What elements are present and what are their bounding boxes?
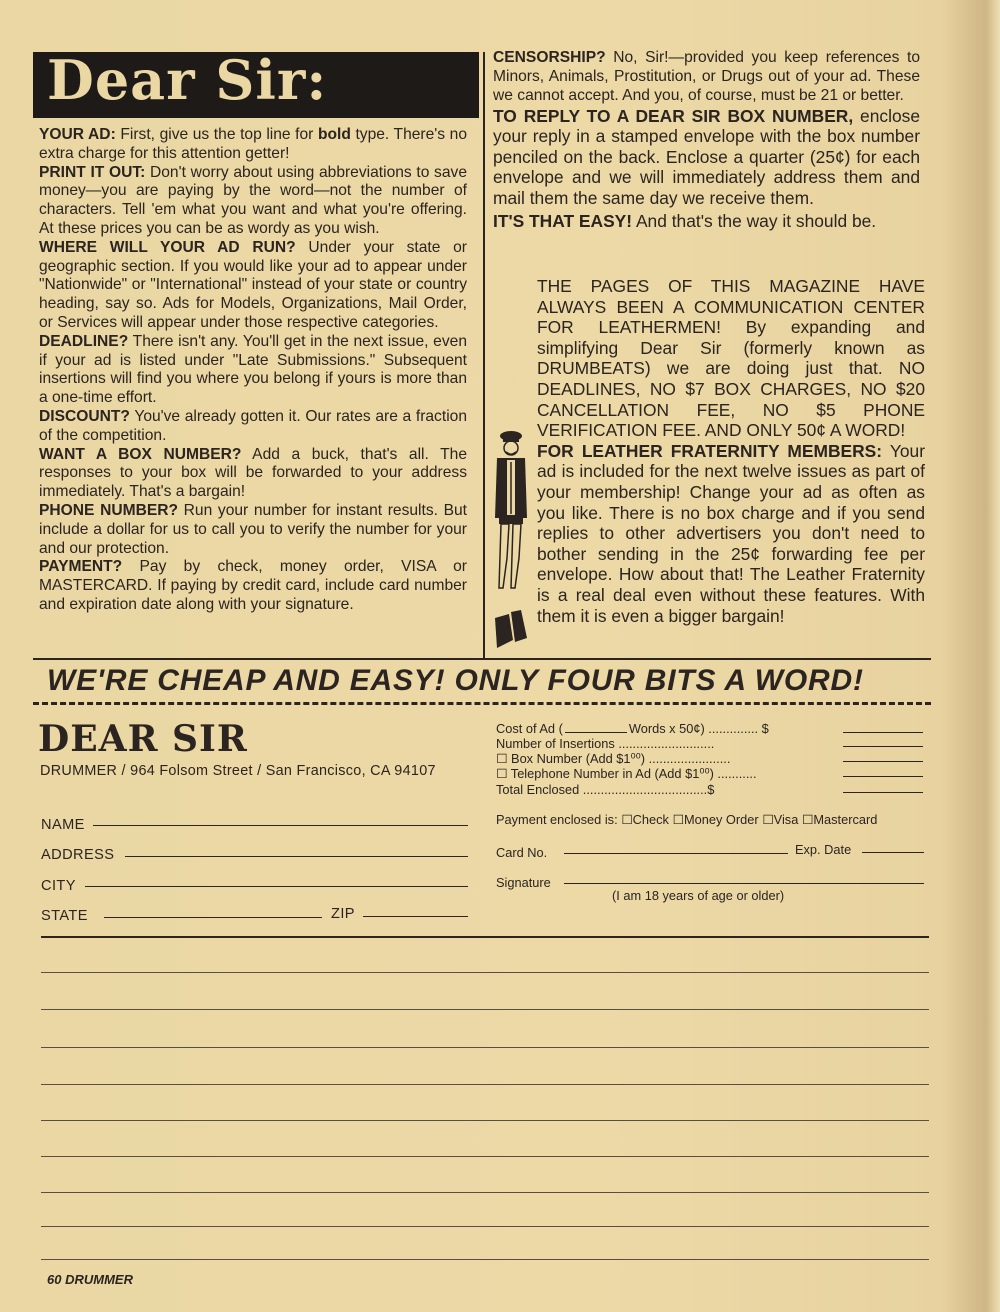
para-fraternity-members: FOR LEATHER FRATERNITY MEMBERS: Your ad is included for the next twelve issues as part of your membership! Change your ad as often as you like. There is no box charge and if you send replies to other advertisers you don't need to bother sending in the 25¢ forwarding fee per envelope. How about that! The Leather Fraternity is a real deal even without these features. With them it is even a bigger bargain! <box>537 440 926 626</box>
para-your-ad: YOUR AD: First, give us the top line for bold type. There's no extra charge for this attention getter! <box>39 126 467 162</box>
mailing-address: DRUMMER / 964 Folsom Street / San Francisco, CA 94107 <box>40 763 436 779</box>
cost-row: Total Enclosed ...................................$ <box>496 782 715 797</box>
right-column <box>493 48 920 231</box>
ad-text-line[interactable] <box>41 1047 929 1048</box>
card-label: Card No. <box>496 845 548 860</box>
words-field[interactable] <box>565 732 627 733</box>
ad-text-line[interactable] <box>41 972 929 973</box>
page-footer: 60 DRUMMER <box>47 1272 133 1287</box>
para-head: DEADLINE? <box>39 332 129 350</box>
ad-text-line[interactable] <box>41 1084 929 1085</box>
para-head: FOR LEATHER FRATERNITY MEMBERS: <box>537 440 883 461</box>
para-reply-box: TO REPLY TO A DEAR SIR BOX NUMBER, enclose your reply in a stamped envelope with the box number penciled on the back. Enclose a quarter (25¢) for each envelope and we will immediately address them and mail them the same day we receive them. <box>493 105 920 208</box>
para-head: IT'S THAT EASY! <box>493 210 633 231</box>
para-payment: PAYMENT? Pay by check, money order, VISA or MASTERCARD. If paying by credit card, include card number and expiration date along with your signature. <box>39 558 467 613</box>
para-head: WHERE WILL YOUR AD RUN? <box>39 238 296 256</box>
card-number-field[interactable] <box>564 853 788 854</box>
para-head: PRINT IT OUT: <box>39 163 146 181</box>
leather-fraternity-section <box>537 276 925 626</box>
state-label: STATE <box>41 908 88 924</box>
ad-text-line[interactable] <box>41 1226 929 1227</box>
state-field[interactable] <box>104 917 322 918</box>
insertions-field[interactable] <box>843 746 923 747</box>
para-print-it-out: PRINT IT OUT: Don't worry about using abbreviations to save money—you are paying by the word—not the number of characters. Tell 'em what you want and what you're offering. At these prices you can be as wordy as you wish. <box>39 163 467 237</box>
para-that-easy: IT'S THAT EASY! And that's the way it should be. <box>493 210 877 231</box>
para-deadline: DEADLINE? There isn't any. You'll get in the next issue, even if your ad is listed under "Late Submissions." Subsequent insertions will find you where you belong if yours is more than a one-time effort. <box>39 332 467 407</box>
column-divider <box>483 52 485 660</box>
para-head: YOUR AD: <box>39 126 116 143</box>
phone-field[interactable] <box>843 776 923 777</box>
para-where-will-your-ad-run: WHERE WILL YOUR AD RUN? Under your state or geographic section. If you would like your ad to appear under "Nationwide" or "International" instead of your state or country heading, say so. Ads for Models, Organizations, Mail Order, or Services will appear under those respective categories. <box>39 238 467 331</box>
payment-options[interactable]: Payment enclosed is: ☐Check ☐Money Order ☐Visa ☐Mastercard <box>496 812 878 827</box>
para-box-number: WANT A BOX NUMBER? Add a buck, that's all. The responses to your box will be forwarded to your address immediately. That's a bargain! <box>39 445 467 501</box>
exp-label: Exp. Date <box>795 842 852 857</box>
ad-text-line[interactable] <box>41 1259 929 1260</box>
box-number-field[interactable] <box>843 761 923 762</box>
zip-field[interactable] <box>363 916 468 917</box>
left-column <box>39 126 467 615</box>
leatherman-illustration <box>493 428 535 650</box>
dear-sir-banner <box>33 48 479 118</box>
city-label: CITY <box>41 878 76 894</box>
name-field[interactable] <box>93 825 468 826</box>
para-head: PHONE NUMBER? <box>39 501 179 519</box>
age-note: (I am 18 years of age or older) <box>612 888 785 903</box>
slogan: WE'RE CHEAP AND EASY! ONLY FOUR BITS A WORD! <box>47 664 864 697</box>
name-label: NAME <box>41 817 85 833</box>
address-label: ADDRESS <box>41 847 115 863</box>
para-head: WANT A BOX NUMBER? <box>39 445 242 463</box>
para-censorship: CENSORSHIP? No, Sir!—provided you keep references to Minors, Animals, Prostitution, or Drugs out of your ad. These we cannot accept. And you, of course, must be 21 or better. <box>493 49 920 105</box>
city-field[interactable] <box>85 886 468 887</box>
para-head: TO REPLY TO A DEAR SIR BOX NUMBER, <box>493 105 854 126</box>
address-field[interactable] <box>125 856 468 857</box>
zip-label: ZIP <box>331 906 355 922</box>
cost-row: Number of Insertions ........................... <box>496 736 715 751</box>
signature-field[interactable] <box>564 883 924 884</box>
para-head: PAYMENT? <box>39 558 123 576</box>
ad-text-line[interactable] <box>41 1156 929 1157</box>
cost-row[interactable]: ☐ Box Number (Add $1⁰⁰) ....................... <box>496 751 731 766</box>
para-discount: DISCOUNT? You've already gotten it. Our rates are a fraction of the competition. <box>39 407 467 444</box>
para-head: CENSORSHIP? <box>493 49 606 66</box>
ad-text-line[interactable] <box>41 1009 929 1010</box>
para-head: DISCOUNT? <box>39 407 130 425</box>
page-gutter <box>986 0 1000 1312</box>
cut-line <box>33 702 931 705</box>
section-rule <box>33 658 931 660</box>
ad-area-top-rule <box>41 936 929 938</box>
cost-row: Cost of Ad ( Words x 50¢) .............. $ <box>496 721 769 736</box>
total-field[interactable] <box>843 792 923 793</box>
cost-row[interactable]: ☐ Telephone Number in Ad (Add $1⁰⁰) ........... <box>496 766 757 781</box>
signature-label: Signature <box>496 875 551 890</box>
para-phone-number: PHONE NUMBER? Run your number for instant results. But include a dollar for us to call you to verify the number for your and our protection. <box>39 501 468 557</box>
cost-field[interactable] <box>843 732 923 733</box>
form-title: DEAR SIR <box>38 718 248 760</box>
banner-title: Dear Sir: <box>47 48 328 112</box>
ad-text-line[interactable] <box>41 1120 929 1121</box>
ad-text-line[interactable] <box>41 1192 929 1193</box>
para-communication-center: THE PAGES OF THIS MAGAZINE HAVE ALWAYS BEEN A COMMUNICATION CENTER FOR LEATHERMEN! By expanding and simplifying Dear Sir (formerly known as DRUMBEATS) we are doing just that. NO DEADLINES, NO $7 BOX CHARGES, NO $20 CANCELLATION FEE, NO $5 PHONE VERIFICATION FEE. AND ONLY 50¢ A WORD! <box>537 276 925 441</box>
exp-date-field[interactable] <box>862 852 924 853</box>
